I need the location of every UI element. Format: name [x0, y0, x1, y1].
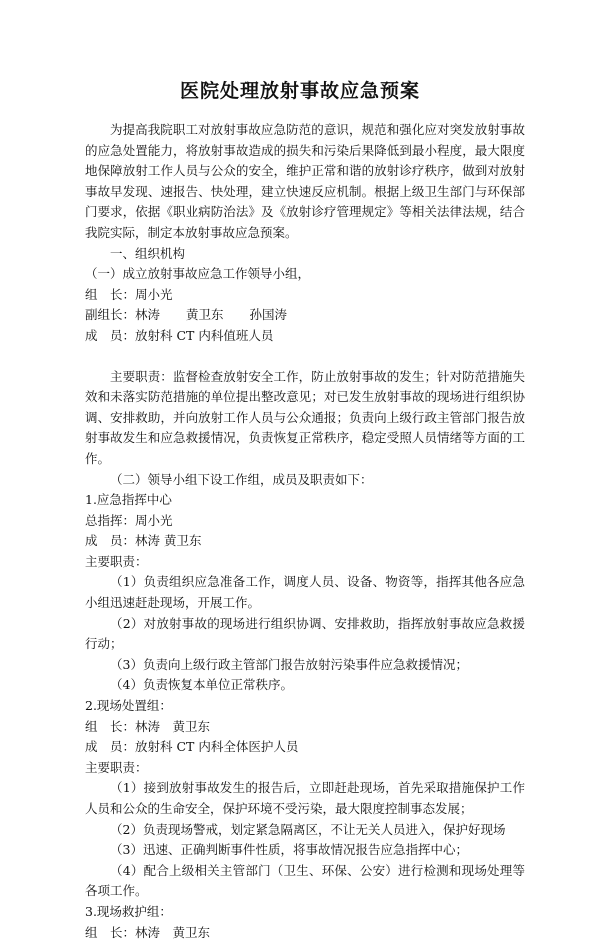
duty-item: （4）负责恢复本单位正常秩序。	[110, 677, 293, 693]
leader-label: 组 长：	[85, 286, 136, 302]
leader-name: 周小光	[135, 286, 173, 302]
commander-name: 周小光	[135, 512, 173, 528]
group-heading: 3.现场救护组：	[85, 903, 172, 919]
members-text: 放射科 CT 内科值班人员	[135, 327, 274, 343]
deputy-label: 副组长：	[85, 307, 136, 323]
duties-paragraph: 主要职责：监督检查放射安全工作，防止放射事故的发生；针对防范措施失效和未落实防范措施的单位提出整改意见；对已发生放射事故的现场进行组织协调、安排救助，并向放射工作人员与公众通报；负责向上级行政主管部门报告放射事故发生和应急救援情况，负责恢复正常秩序，稳定受照人员情绪等方面的工作。	[85, 368, 525, 466]
leader-line	[85, 923, 525, 943]
leader-label: 组 长：	[85, 718, 136, 734]
group-heading: 1.应急指挥中心	[85, 492, 172, 508]
duties-label: 主要职责：	[85, 553, 148, 569]
members-label: 成 员：	[85, 533, 136, 549]
section-heading: 一、组织机构	[110, 245, 186, 261]
deputy-line	[85, 305, 525, 326]
document-title: 医院处理放射事故应急预案	[179, 80, 420, 102]
duty-item: （2）负责现场警戒，划定紧急隔离区，不让无关人员进入，保护好现场	[110, 821, 506, 837]
duties-label: 主要职责：	[85, 759, 148, 775]
subsection-heading: （一）成立放射事故应急工作领导小组，	[85, 266, 311, 282]
duty-item: （3）负责向上级行政主管部门报告放射污染事件应急救援情况；	[110, 656, 468, 672]
duty-item: （1）负责组织应急准备工作，调度人员、设备、物资等，指挥其他各应急小组迅速赶赴现场，开展工作。	[85, 574, 525, 611]
duty-item: （3）迅速、正确判断事件性质，将事故情况报告应急指挥中心；	[110, 842, 468, 858]
leader-line	[85, 285, 525, 306]
leader-label: 组 长：	[85, 924, 136, 940]
members-text: 放射科 CT 内科全体医护人员	[135, 739, 299, 755]
group-heading: 2.现场处置组：	[85, 698, 172, 714]
spacer	[85, 347, 525, 367]
members-label: 成 员：	[85, 327, 136, 343]
leader-name: 林涛 黄卫东	[135, 718, 211, 734]
commander-line	[85, 511, 525, 532]
duty-item: （2）对放射事故的现场进行组织协调、安排救助，指挥放射事故应急救援行动；	[85, 615, 525, 652]
deputy-name: 黄卫东	[186, 307, 224, 323]
commander-label: 总指挥：	[85, 512, 136, 528]
intro-paragraph: 为提高我院职工对放射事故应急防范的意识，规范和强化应对突发放射事故的应急处置能力，将放射事故造成的损失和污染后果降低到最小程度，最大限度地保障放射工作人员与公众的安全，维护正常和谐的放射诊疗秩序，做到对放射事故早发现、速报告、快处理，建立快速反应机制。根据上级卫生部门与环保部门要求，依据《职业病防治法》及《放射诊疗管理规定》等相关法律法规，结合我院实际，制定本放射事故应急预案。	[85, 122, 525, 240]
members-text: 林涛 黄卫东	[135, 533, 202, 549]
subsection-heading: （二）领导小组下设工作组，成员及职责如下：	[110, 471, 373, 487]
members-label: 成 员：	[85, 739, 136, 755]
members-line	[85, 531, 525, 552]
deputy-name: 孙国涛	[249, 307, 288, 323]
members-line	[85, 737, 525, 758]
duty-item: （4）配合上级相关主管部门（卫生、环保、公安）进行检测和现场处理等各项工作。	[85, 862, 525, 899]
members-line	[85, 326, 525, 347]
document-body	[85, 120, 525, 943]
duty-item: （1）接到放射事故发生的报告后，立即赶赴现场，首先采取措施保护工作人员和公众的生命安全，保护环境不受污染，最大限度控制事态发展；	[85, 780, 525, 816]
leader-name: 林涛 黄卫东	[135, 924, 211, 940]
deputy-name: 林涛	[135, 307, 161, 323]
leader-line	[85, 717, 525, 738]
